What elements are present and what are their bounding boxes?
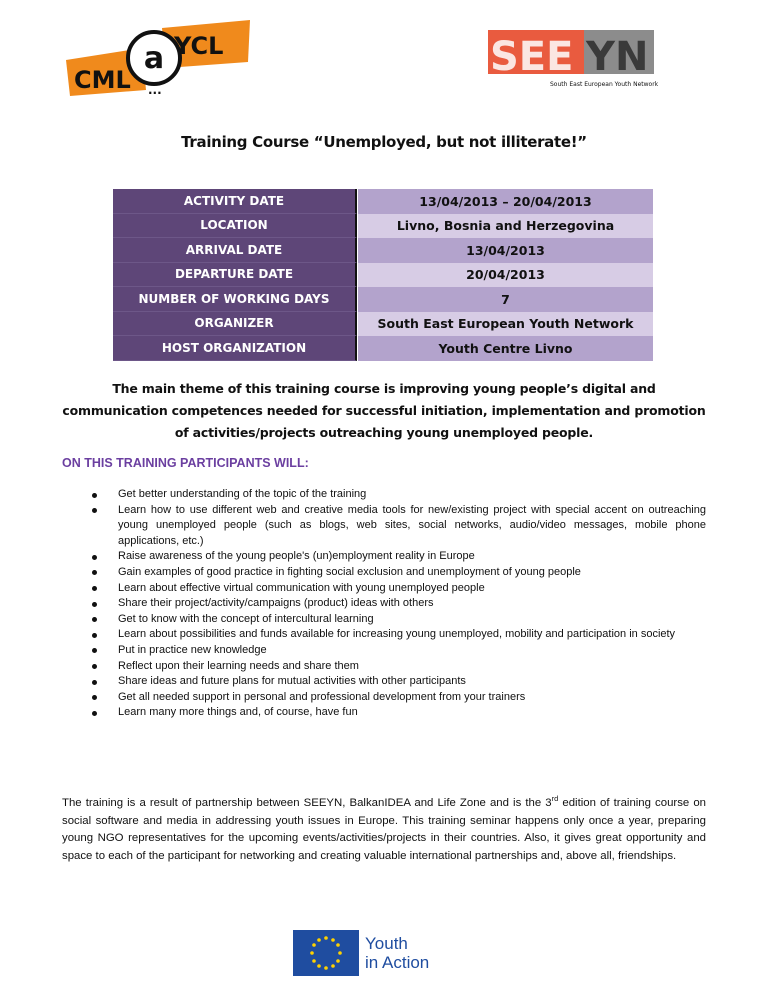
list-item [92,565,706,581]
list-item [92,549,706,565]
list-item-text: Learn about effective virtual communication with young unemployed people [118,581,485,594]
table-row [113,189,653,214]
info-value: South East European Youth Network [357,312,653,337]
bullet-icon [92,633,97,638]
list-item-text: Get all needed support in personal and professional development from your trainers [118,690,526,703]
svg-text:SEE: SEE [490,34,574,80]
yia-line1: Youth [365,934,408,953]
svg-text:...: ... [148,83,162,97]
table-row [113,263,653,288]
list-item [92,659,706,675]
info-label: NUMBER OF WORKING DAYS [113,287,357,312]
svg-text:a: a [143,41,165,76]
list-item [92,627,706,643]
bullet-icon [92,555,97,560]
list-item-text: Get better understanding of the topic of the training [118,488,367,500]
list-item-text: Learn how to use different web and creative media tools for new/existing project with special accent on outreaching young unemployed people (such as blogs, web sites, social networks, audio/video messages, mobile phone applications, etc.) [118,503,706,547]
list-item-text: Reflect upon their learning needs and share them [118,659,359,672]
table-row [113,214,653,239]
participants-heading: ON THIS TRAINING PARTICIPANTS WILL: [62,456,309,470]
list-item [92,503,706,550]
bullet-icon [92,648,97,653]
bullet-icon [92,617,97,622]
list-item [92,596,706,612]
bullet-icon [92,695,97,700]
table-row [113,287,653,312]
list-item-text: Learn many more things and, of course, have fun [118,706,358,719]
cml-ycl-logo-icon [62,18,252,98]
list-item [92,674,706,690]
info-value: Livno, Bosnia and Herzegovina [357,214,653,239]
bullet-icon [92,586,97,591]
info-value: Youth Centre Livno [357,336,653,361]
bullet-icon [92,508,97,513]
list-item [92,690,706,706]
bullet-icon [92,711,97,716]
bullet-icon [92,602,97,607]
list-item-text: Learn about possibilities and funds available for increasing young unemployed, mobility and participation in society [118,628,676,641]
page-title: Training Course “Unemployed, but not illiterate!” [181,133,587,151]
table-row [113,336,653,361]
info-value: 7 [357,287,653,312]
info-value: 13/04/2013 – 20/04/2013 [357,189,653,214]
eu-flag-icon [293,930,359,976]
activity-info-table [113,189,653,361]
info-label: LOCATION [113,214,357,239]
svg-text:CML: CML [74,66,131,94]
svg-text:YN: YN [586,34,649,80]
svg-text:YCL: YCL [174,32,224,60]
list-item [92,487,706,503]
seeyn-logo-icon [480,26,660,92]
info-value: 13/04/2013 [357,238,653,263]
list-item [92,612,706,628]
yia-line2: in Action [365,953,430,972]
list-item-text: Gain examples of good practice in fighting social exclusion and unemployment of young people [118,565,581,578]
bullet-icon [92,664,97,669]
svg-text:South East European Youth Netw: South East European Youth Network [550,81,659,88]
list-item-text: Share their project/activity/campaigns (product) ideas with others [118,597,434,610]
info-label: DEPARTURE DATE [113,263,357,288]
ordinal-suffix: rd [551,794,559,803]
list-item-text: Get to know with the concept of intercultural learning [118,612,374,625]
info-label: ARRIVAL DATE [113,238,357,263]
list-item-text: Raise awareness of the young people's (un)employment reality in Europe [118,550,475,563]
table-row [113,312,653,337]
bullet-icon [92,570,97,575]
bullet-icon [92,493,97,498]
list-item [92,581,706,597]
bullet-icon [92,680,97,685]
list-item [92,643,706,659]
participants-list [92,487,706,721]
youth-in-action-text [365,934,429,972]
list-item-text: Share ideas and future plans for mutual activities with other participants [118,675,466,688]
youth-in-action-logo [293,930,453,976]
list-item [92,705,706,721]
info-label: HOST ORGANIZATION [113,336,357,361]
table-row [113,238,653,263]
info-label: ACTIVITY DATE [113,189,357,214]
main-theme-text: The main theme of this training course is improving young people’s digital and communication competences needed for successful initiation, implementation and promotion of activities/projects outreaching young unemployed people. [62,381,706,440]
list-item-text: Put in practice new knowledge [118,643,267,656]
info-label: ORGANIZER [113,312,357,337]
closing-text-part1: The training is a result of partnership between SEEYN, BalkanIDEA and Life Zone and is the 3 [62,796,552,809]
closing-paragraph [62,790,706,866]
info-value: 20/04/2013 [357,263,653,288]
closing-text-part2: edition of training course on social software and media in addressing youth issues in Europe. This training seminar happens only once a year, preparing young NGO representatives for the upcoming events/activities/projects in their countries. Also, it gives great opportunity and space to each of the participant for networking and creating valuable international partnerships and, above all, friendships. [62,796,707,863]
